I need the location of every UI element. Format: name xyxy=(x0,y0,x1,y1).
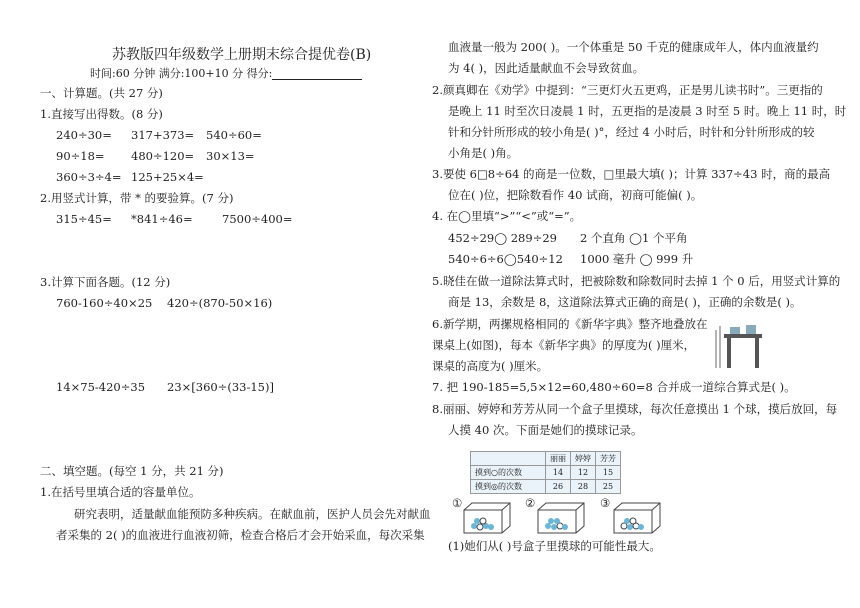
compare-item: 2 个直角 ◯1 个平角 xyxy=(580,231,688,245)
desk-leg xyxy=(727,338,731,368)
table-cell: 婷婷 xyxy=(571,452,596,466)
question-2-3: 3.要使 6□8÷64 的商是一位数，□里最大填( )；计算 337÷43 时，商的最高 xyxy=(432,167,831,181)
compare-item: 540÷6÷6◯540÷12 xyxy=(448,252,563,266)
compare-item: 1000 毫升 ◯ 999 升 xyxy=(580,252,694,266)
calc-item: 90÷18= xyxy=(56,149,105,163)
desk-illustration xyxy=(706,324,766,370)
paragraph-line: 血液量一般为 200( )。一个体重是 50 千克的健康成年人，体内血液量约 xyxy=(448,40,819,54)
desk-top xyxy=(724,334,762,338)
expression-item: 14×75-420÷35 xyxy=(56,380,146,394)
question-1-1: 1.直接写出得数。(8 分) xyxy=(40,107,163,121)
calc-item: 360÷3÷4= xyxy=(56,170,122,184)
book-stack xyxy=(730,327,740,334)
calc-item: 540÷60= xyxy=(206,128,262,142)
paragraph-line: 位在( )位，把除数看作 40 试商，初商可能偏( )。 xyxy=(448,188,703,202)
table-cell: 摸到○的次数 xyxy=(471,466,546,480)
table-cell: 丽丽 xyxy=(546,452,571,466)
vertical-calc-item: *841÷46= xyxy=(131,212,193,226)
paragraph-line: 为 4( )，因此适量献血不会导致贫血。 xyxy=(448,61,645,75)
table-row xyxy=(471,480,621,494)
box-label: ① xyxy=(452,496,463,510)
paragraph-line: 商是 13，余数是 8，这道除法算式正确的商是( )，正确的余数是( )。 xyxy=(448,295,802,309)
question-2-6: 6.新学期，两摞规格相同的《新华字典》整齐地叠放在 xyxy=(432,317,708,331)
expression-item: 420÷(870-50×16) xyxy=(167,296,273,310)
paragraph-line: 小角是( )角。 xyxy=(448,146,519,160)
question-2-5: 5.晓佳在做一道除法算式时，把被除数和除数同时去掉 1 个 0 后，用竖式计算的 xyxy=(432,274,841,288)
paragraph-line: 课桌上(如图)，每本《新华字典》的厚度为( )厘米， xyxy=(432,338,696,352)
vertical-calc-item: 315÷45= xyxy=(56,212,112,226)
question-1-2: 2.用竖式计算，带 * 的要验算。(7 分) xyxy=(40,191,234,205)
table-cell: 14 xyxy=(546,466,571,480)
calc-item: 480÷120= xyxy=(131,149,195,163)
sub-question: (1)她们从( )号盒子里摸球的可能性最大。 xyxy=(448,539,661,553)
question-2-8: 8.丽丽、婷婷和芳芳从同一个盒子里摸球，每次任意摸出 1 个球，摸后放回，每 xyxy=(432,402,838,416)
ball-box-1 xyxy=(462,500,512,534)
ball-box-3 xyxy=(612,500,662,534)
exam-info: 时间:60 分钟 满分:100+10 分 得分: xyxy=(90,67,273,80)
table-cell: 25 xyxy=(596,480,621,494)
draw-record-table xyxy=(470,451,621,494)
table-cell: 26 xyxy=(546,480,571,494)
paragraph-line: 研究表明，适量献血能预防多种疾病。在献血前，医护人员会先对献血 xyxy=(74,507,431,521)
page-title: 苏教版四年级数学上册期末综合提优卷(B) xyxy=(112,47,372,63)
paragraph-line: 人摸 40 次。下面是她们的摸球记录。 xyxy=(448,423,643,437)
ball-box-2 xyxy=(536,500,586,534)
paragraph-line: 课桌的高度为( )厘米。 xyxy=(432,359,549,373)
table-row xyxy=(471,466,621,480)
paragraph-line: 者采集的 2( )的血液进行血液初筛，检查合格后才会开始采血，每次采集 xyxy=(56,528,425,542)
book-stack xyxy=(746,325,756,334)
question-2-7: 7. 把 190-185=5,5×12=60,480÷60=8 合并成一道综合算式是( )。 xyxy=(432,380,796,394)
table-cell: 15 xyxy=(596,466,621,480)
calc-item: 125+25×4= xyxy=(131,170,204,184)
desk-leg xyxy=(755,338,759,368)
calc-item: 30×13= xyxy=(206,149,255,163)
table-cell: 12 xyxy=(571,466,596,480)
box-label: ③ xyxy=(600,496,611,510)
table-cell: 28 xyxy=(571,480,596,494)
question-1-3: 3.计算下面各题。(12 分) xyxy=(40,275,171,289)
question-2-2: 2.颜真卿在《劝学》中提到：“三更灯火五更鸡，正是男儿读书时”。三更指的 xyxy=(432,83,823,97)
box-label: ② xyxy=(525,496,536,510)
paragraph-line: 针和分针所形成的较小角是( )°，经过 4 小时后，时针和分针所形成的较 xyxy=(448,125,815,139)
question-2-1: 1.在括号里填合适的容量单位。 xyxy=(40,485,201,499)
table-header-row xyxy=(471,452,621,466)
section-2-heading: 二、填空题。(每空 1 分，共 21 分) xyxy=(40,464,224,478)
vertical-calc-item: 7500÷400= xyxy=(222,212,293,226)
table-cell: 摸到◎的次数 xyxy=(471,480,546,494)
score-blank[interactable] xyxy=(272,79,362,80)
paragraph-line: 是晚上 11 时至次日凌晨 1 时，五更指的是凌晨 3 时至 5 时。晚上 11 时，时 xyxy=(448,104,847,118)
section-1-heading: 一、计算题。(共 27 分) xyxy=(40,86,163,100)
compare-item: 452÷29◯ 289÷29 xyxy=(448,231,557,245)
table-cell: 芳芳 xyxy=(596,452,621,466)
calc-item: 317+373= xyxy=(131,128,195,142)
calc-item: 240÷30= xyxy=(56,128,112,142)
expression-item: 760-160÷40×25 xyxy=(56,296,153,310)
table-cell xyxy=(471,452,546,466)
question-2-4: 4. 在◯里填“>”“<”或“=”。 xyxy=(432,209,582,223)
expression-item: 23×[360÷(33-15)] xyxy=(167,380,274,394)
